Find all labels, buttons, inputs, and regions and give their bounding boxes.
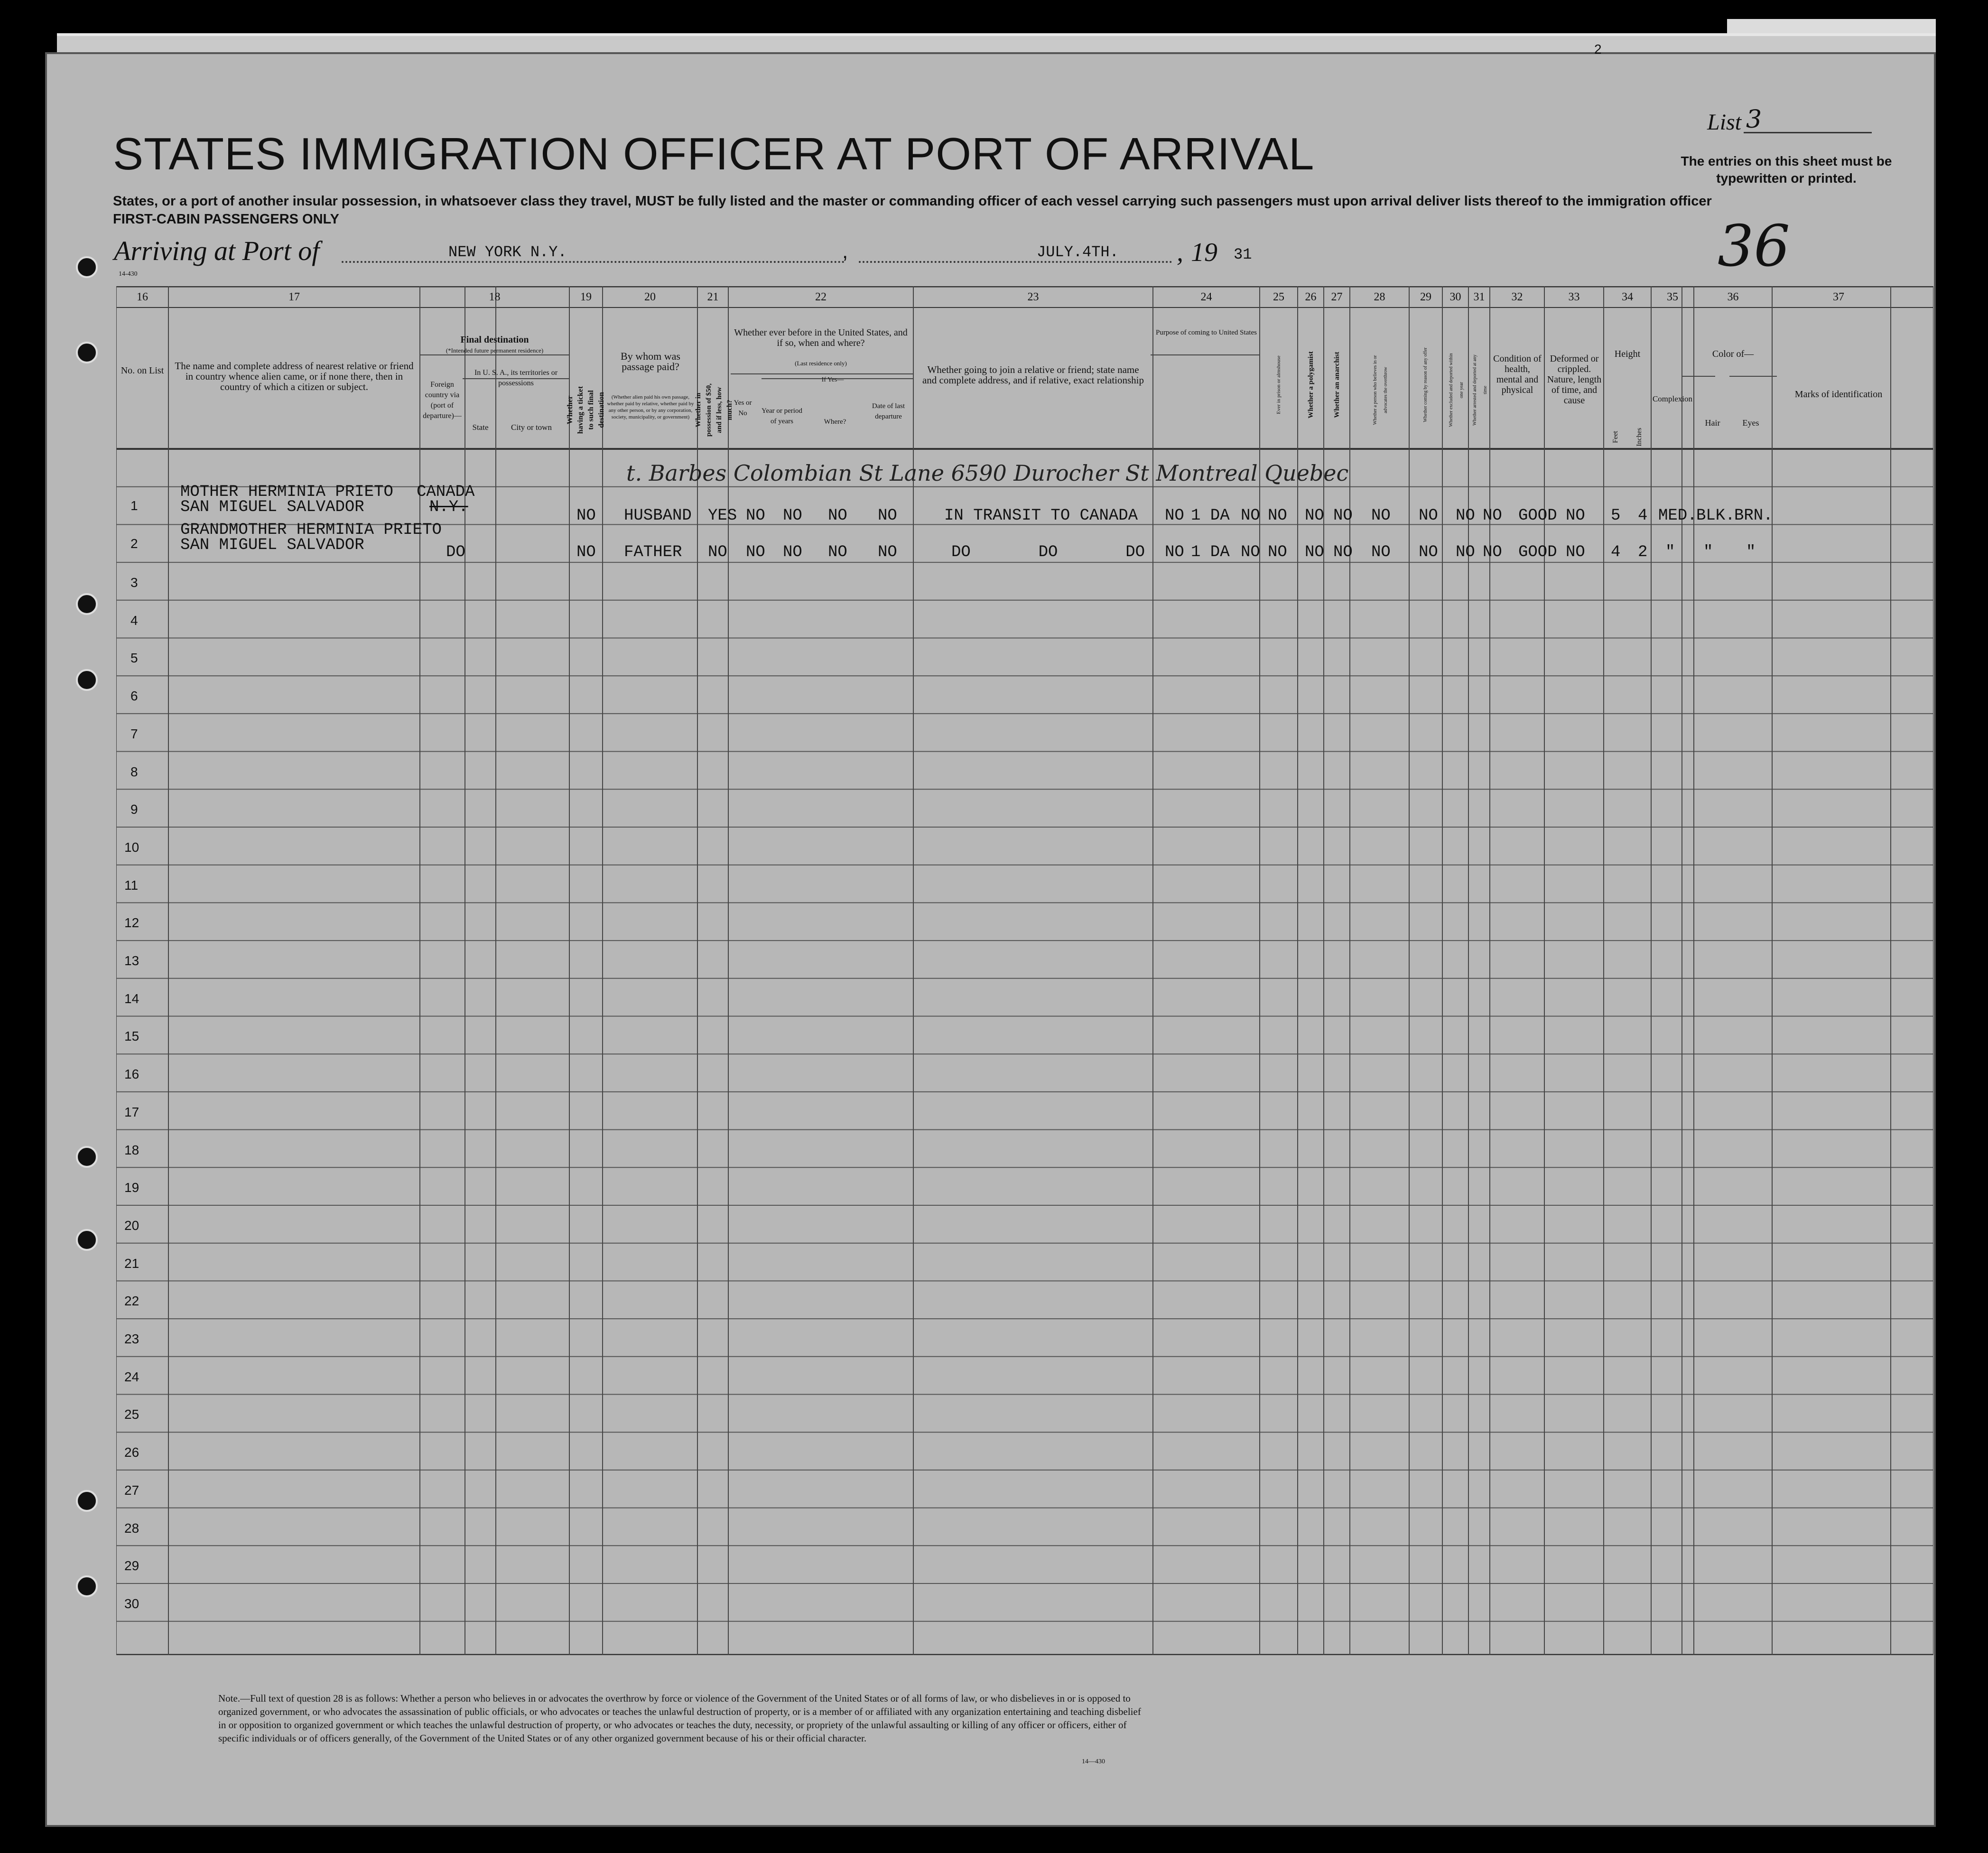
row-number: 19 [124, 1180, 139, 1195]
paid-by: FATHER [624, 543, 682, 561]
arriving-label: Arriving at Port of [114, 235, 320, 266]
relative-name: GRANDMOTHER HERMINIA PRIETO [180, 521, 442, 539]
row-number: 30 [124, 1596, 139, 1611]
row-number: 5 [130, 651, 138, 666]
eyes: " [1746, 543, 1756, 561]
header-overthrow: Whether a person who believes in or advocates the overthrow [1373, 355, 1388, 425]
row-number: 13 [124, 953, 139, 968]
foreign-country: CANADA [417, 483, 475, 501]
inches: 4 [1638, 507, 1648, 525]
colnum-21: 21 [707, 291, 719, 303]
joining: IN TRANSIT TO CANADA [944, 507, 1138, 525]
row-number: 12 [124, 915, 139, 931]
relative-name: MOTHER HERMINIA PRIETO [180, 483, 393, 501]
list-underline [1744, 132, 1872, 133]
colnum-27: 27 [1331, 291, 1343, 303]
before-yn: NO [746, 507, 765, 525]
header-arrested: Whether arrested and deported at any time [1472, 354, 1488, 426]
colnum-22: 22 [815, 291, 827, 303]
header-relative-address: The name and complete address of nearest relative or friend in country whence alien came, or if none there, then in country of which a citizen or subject. [175, 360, 414, 392]
header-height: Height [1614, 349, 1641, 359]
binder-hole [76, 1229, 98, 1251]
header-marks: Marks of identification [1794, 389, 1883, 400]
row-number: 23 [124, 1332, 139, 1346]
row-number: 16 [124, 1067, 139, 1082]
form-code: 14-430 [119, 270, 138, 278]
binder-hole [76, 1490, 98, 1512]
col26: NO [1305, 507, 1324, 525]
row-number: 25 [124, 1407, 139, 1422]
sheet-number-handwritten: 36 [1718, 214, 1790, 279]
col30: NO [1456, 543, 1475, 561]
purpose-c: NO [1241, 507, 1260, 525]
header-anarchist: Whether an anarchist [1333, 352, 1341, 418]
binder-hole [76, 342, 98, 363]
health: GOOD [1518, 543, 1557, 561]
col31: NO [1483, 507, 1502, 525]
col26: NO [1305, 543, 1324, 561]
header-paid-by: By whom was passage paid? [621, 350, 680, 372]
row-number: 3 [130, 575, 138, 590]
before-years: NO [783, 543, 802, 561]
page-title: STATES IMMIGRATION OFFICER AT PORT OF ARRIVAL [113, 129, 1315, 179]
state: N.Y. [429, 498, 468, 516]
header-before-us-note: (Last residence only) [795, 360, 847, 367]
row-number: 15 [124, 1029, 139, 1044]
header-years: Year or period of years [762, 407, 802, 425]
colnum-24: 24 [1200, 291, 1212, 303]
colnum-31: 31 [1473, 291, 1485, 303]
money: YES [708, 507, 737, 525]
colnum-25: 25 [1273, 291, 1284, 303]
header-paid-by-note: (Whether alien paid his own passage, whether paid by relative, whether paid by any other person, or by any corporation, society, municipality, or government) [607, 394, 694, 420]
binder-hole [76, 669, 98, 691]
header-inches: Inches [1635, 428, 1643, 447]
col29: NO [1419, 543, 1438, 561]
row-number: 6 [130, 689, 138, 704]
list-label: List [1707, 110, 1742, 135]
hair: " [1703, 543, 1713, 561]
deformed: NO [1566, 507, 1585, 525]
colnum-34: 34 [1622, 291, 1633, 303]
comma-separator: , [842, 240, 848, 263]
row-number: 21 [124, 1256, 139, 1271]
row-number: 7 [130, 726, 138, 741]
header-if-yes: If Yes— [821, 376, 844, 383]
binder-hole [76, 593, 98, 615]
eyes: BRN. [1734, 507, 1773, 525]
header-offer: Whether coming by reason of any offer [1423, 347, 1428, 422]
inches: 2 [1638, 543, 1648, 561]
colnum-18: 18 [489, 291, 501, 303]
col31: NO [1483, 543, 1502, 561]
before-yn: NO [746, 543, 765, 561]
header-joining: Whether going to join a relative or friend; state name and complete address, and if relative, exact relationship [922, 364, 1144, 386]
header-excluded: Whether excluded and deported within one year [1449, 353, 1464, 427]
money: NO [708, 543, 727, 561]
year-prefix: 19 [1191, 238, 1217, 267]
header-in-usa: In U. S. A., its territories or possessions [474, 369, 558, 387]
row-number: 26 [124, 1445, 139, 1460]
joining: DO DO DO [951, 543, 1145, 561]
header-complexion: Complexion [1652, 394, 1693, 403]
row-number: 10 [124, 839, 139, 855]
row-number: 24 [124, 1369, 139, 1384]
purpose-a: NO [1165, 543, 1184, 561]
list-number: 3 [1746, 105, 1762, 134]
colnum-16: 16 [137, 291, 148, 303]
entries-note: The entries on this sheet must be typewritten or printed. [1681, 154, 1892, 186]
comma-separator: , [1177, 238, 1183, 267]
row-number: 27 [124, 1482, 139, 1498]
colnum-28: 28 [1374, 291, 1385, 303]
binder-hole [76, 256, 98, 278]
colnum-35: 35 [1667, 291, 1678, 303]
colnum-30: 30 [1449, 291, 1461, 303]
header-money: Whether in possession of $50, and if less, how much? [695, 383, 734, 437]
purpose-b: 1 DA [1191, 507, 1230, 525]
purpose-b: 1 DA [1191, 543, 1230, 561]
binder-hole [76, 1146, 98, 1168]
col29: NO [1419, 507, 1438, 525]
row-number: 2 [130, 536, 138, 551]
header-ticket: Whether having a ticket to such final destination [566, 386, 605, 434]
purpose-c: NO [1241, 543, 1260, 561]
footnote-question-28: Note.—Full text of question 28 is as follows: Whether a person who believes in or advocates the overthrow by force or violence of the Government of the United States or of all forms of law, or who disbelieves in or is opposed to organized government, or who advocates the assassination of public officials, or who advocates or teaches the unlawful destruction of property, or is a member of or affiliated with any organization entertaining and teaching disbelief in or opposition to organized government or which teaches the unlawful destruction of property, or who advocates or teaches the duty, necessity, or propriety of the unlawful assaulting or killing of any officer or officers, either of specific individuals or of officers generally, of the Government of the United States or of any other organized government because of his or their official character. [218, 1693, 1141, 1744]
row-number: 20 [124, 1218, 139, 1233]
colnum-20: 20 [644, 291, 656, 303]
before-where: NO [828, 543, 847, 561]
port-value: NEW YORK N.Y. [448, 243, 567, 261]
header-eyes: Eyes [1742, 418, 1759, 428]
date-value: JULY.4TH. [1037, 243, 1119, 261]
header-hair: Hair [1705, 418, 1720, 428]
row-number: 8 [130, 764, 138, 779]
binder-hole [76, 1575, 98, 1597]
row-number: 28 [124, 1520, 139, 1536]
col27: NO [1333, 507, 1353, 525]
complexion: " [1665, 543, 1675, 561]
row-number: 11 [124, 877, 139, 893]
header-before-us: Whether ever before in the United States, and if so, when and where? [734, 327, 908, 348]
row-number: 29 [124, 1558, 139, 1574]
colnum-17: 17 [288, 291, 300, 303]
year-value: 31 [1234, 246, 1252, 263]
colnum-32: 32 [1511, 291, 1523, 303]
col27: NO [1333, 543, 1353, 561]
header-color-of: Color of— [1712, 349, 1754, 359]
row-number: 14 [124, 991, 139, 1006]
header-foreign-country: Foreign country via (port of departure)— [423, 381, 462, 420]
ticket: NO [576, 543, 596, 561]
row-number: 4 [130, 613, 138, 628]
col30: NO [1456, 507, 1475, 525]
row-number: 17 [124, 1104, 139, 1119]
col28: NO [1371, 543, 1391, 561]
colnum-29: 29 [1420, 291, 1431, 303]
relative-address: SAN MIGUEL SALVADOR [180, 536, 364, 554]
row-number: 22 [124, 1294, 139, 1309]
col25: NO [1268, 507, 1287, 525]
subtitle-class: FIRST-CABIN PASSENGERS ONLY [113, 212, 339, 227]
complexion: MED. [1658, 507, 1697, 525]
header-no-on-list: No. on List [121, 365, 164, 376]
header-polygamist: Whether a polygamist [1307, 351, 1315, 419]
row-number: 18 [124, 1142, 139, 1157]
header-before-yn: Yes or No [734, 399, 752, 417]
before-where: NO [828, 507, 847, 525]
handwritten-address-annotation: t. Barbes Colombian St Lane 6590 Durocher St Montreal Quebec [626, 460, 1349, 486]
colnum-36: 36 [1727, 291, 1739, 303]
colnum-37: 37 [1833, 291, 1844, 303]
header-final-destination: Final destination [460, 335, 529, 345]
header-where: Where? [824, 418, 846, 426]
hair: BLK. [1696, 507, 1735, 525]
col25: NO [1268, 543, 1287, 561]
deformed: NO [1566, 543, 1585, 561]
colnum-26: 26 [1305, 291, 1317, 303]
header-health: Condition of health, mental and physical [1493, 354, 1542, 395]
port-dotline [342, 261, 845, 263]
footnote-code: 14—430 [1082, 1758, 1105, 1765]
health: GOOD [1518, 507, 1557, 525]
row-number: 9 [130, 802, 138, 817]
header-prison: Ever in prison or almshouse [1276, 355, 1282, 414]
header-city: City or town [511, 423, 552, 432]
feet: 4 [1611, 543, 1621, 561]
relative-address: SAN MIGUEL SALVADOR [180, 498, 364, 516]
corner-page-number: 2 [1594, 42, 1602, 56]
colnum-19: 19 [580, 291, 592, 303]
before-departure: NO [878, 507, 897, 525]
before-years: NO [783, 507, 802, 525]
feet: 5 [1611, 507, 1621, 525]
row-number: 1 [130, 498, 138, 513]
ticket: NO [576, 507, 596, 525]
foreign-country: DO [446, 543, 465, 561]
col28: NO [1371, 507, 1391, 525]
subtitle-instructions: States, or a port of another insular possession, in whatsoever class they travel, MUST be fully listed and the master or commanding officer of each vessel carrying such passengers must upon arrival deliver lists thereof to the immigration officer [113, 194, 1712, 209]
date-dotline [859, 261, 1172, 263]
header-deformed: Deformed or crippled. Nature, length of time, and cause [1547, 354, 1602, 406]
header-feet: Feet [1612, 431, 1619, 443]
purpose-a: NO [1165, 507, 1184, 525]
colnum-23: 23 [1027, 291, 1039, 303]
before-departure: NO [878, 543, 897, 561]
header-purpose: Purpose of coming to United States [1156, 329, 1257, 336]
paid-by: HUSBAND [624, 507, 692, 525]
colnum-33: 33 [1568, 291, 1580, 303]
header-last-departure: Date of last departure [872, 402, 905, 420]
header-final-destination-note: (*Intended future permanent residence) [446, 347, 544, 354]
header-state: State [472, 423, 489, 432]
